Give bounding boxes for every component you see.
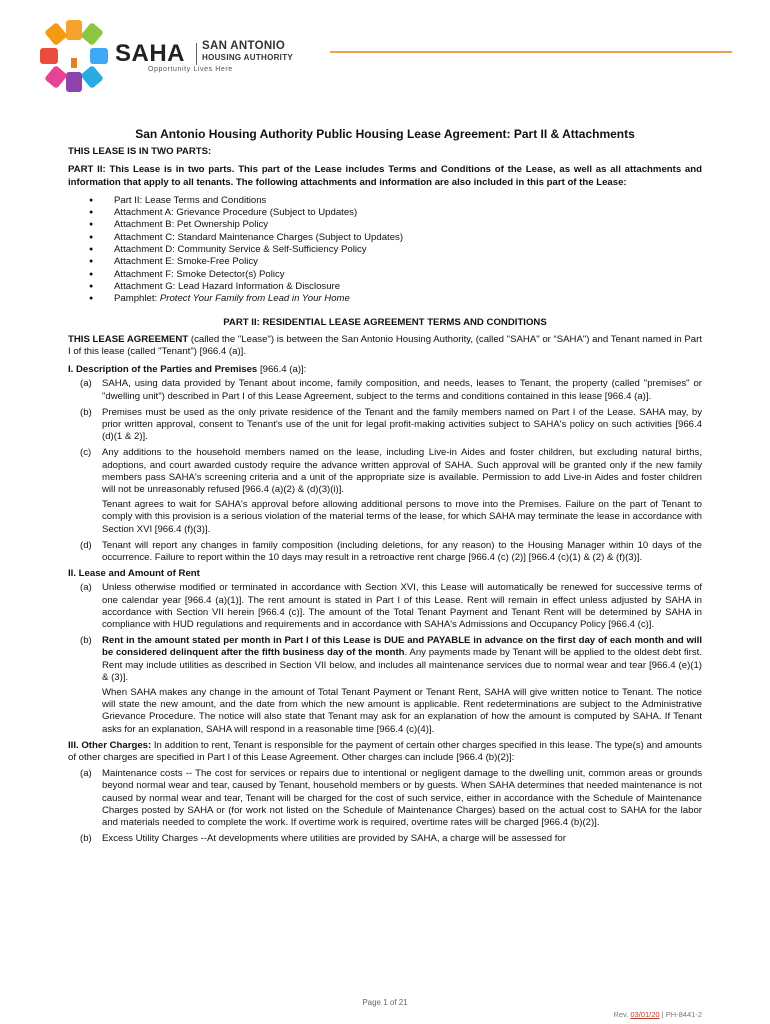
logo-divider bbox=[196, 43, 197, 65]
logo-org-line1: SAN ANTONIO bbox=[202, 40, 286, 52]
pamphlet-title: Protect Your Family from Lead in Your Home bbox=[159, 293, 350, 305]
two-parts-heading: THIS LEASE IS IN TWO PARTS: bbox=[68, 146, 212, 158]
section-2-item-b: (b) Rent in the amount stated per month in Part I of this Lease is DUE and PAYABLE in advance on the first day of each month and will be considered delinquent after the fifth business day of the month. Any payments made by Tenant will be applied to the oldest debt first. Rent may include utilities as described in Section VII below, and includes all maintenance services due to normal wear and tear [966.4 (e)(1) & (3)]. bbox=[80, 635, 702, 683]
letterhead bbox=[0, 0, 770, 110]
section-1-item-c-cont: Tenant agrees to wait for SAHA's approval before allowing additional persons to move into the Premises. Failure on the part of Tenant to comply with this provision is a serious violation of the material terms of the lease, for which SAHA may terminate the lease in accordance with Section XVI [966.4 (f)(3)]. bbox=[102, 499, 702, 535]
logo-tagline: Opportunity Lives Here bbox=[148, 66, 233, 73]
logo-org-line2: HOUSING AUTHORITY bbox=[202, 53, 294, 62]
page-number: Page 1 of 21 bbox=[362, 998, 408, 1007]
section-3-item-a: (a) Maintenance costs -- The cost for services or repairs due to intentional or negligent damage to the dwelling unit, common areas or grounds beyond normal wear and tear, caused by Tenant, household members or by guests. When SAHA determines that needed maintenance is not caused by normal wear and tear, Tenant will be charged for the cost of such service, either in accordance with the Schedule of Maintenance Charges posted by SAHA or (for work not listed on the Schedule of Maintenance Charges) based on the actual cost to SAHA for the labor and materials needed to complete the work. If overtime work is required, overtime rates will be charged [966.4 (b)(2)]. bbox=[80, 768, 702, 828]
document-body bbox=[68, 128, 702, 849]
list-item bbox=[68, 293, 702, 305]
list-item: ● Attachment C: Standard Maintenance Charges (Subject to Updates) bbox=[68, 232, 702, 244]
section-1-item-d: (d) Tenant will report any changes in family composition (including deletions, for any reason) to the Housing Manager within 10 days of the occurrence. Failure to report within the 10 days may result in a retroactive rent charge [966.4 (c) (2)] [966.4 (c)(1) & (2) & (f)(3)]. bbox=[80, 539, 702, 563]
part2-intro: PART II: This Lease is in two parts. This part of the Lease includes Terms and Conditions of the Lease, as well as all attachments and information that apply to all tenants. The following attachments and information are also included in this part of the Lease: bbox=[68, 164, 702, 188]
section-2-heading: II. Lease and Amount of Rent bbox=[68, 568, 200, 580]
list-item: ● Attachment G: Lead Hazard Information & Disclosure bbox=[68, 281, 702, 293]
lease-agreement-paragraph bbox=[68, 334, 702, 358]
document-title: San Antonio Housing Authority Public Housing Lease Agreement: Part II & Attachments bbox=[135, 127, 635, 141]
section-1-item-c: (c) Any additions to the household members named on the lease, including Live-in Aides and foster children, but excluding natural births, adoptions, and court awarded custody require the advance written approval of SAHA. Such approval will be granted only if the new family members pass SAHA's screening criteria and a unit of the appropriate size is available. Permission to add Live-in Aides and foster children will not be unreasonably refused [966.4 (a)(2) & (d)(3)(i)]. bbox=[80, 447, 702, 495]
list-item: ● Attachment A: Grievance Procedure (Subject to Updates) bbox=[68, 207, 702, 219]
section-3-paragraph: III. Other Charges: In addition to rent, Tenant is responsible for the payment of certain other charges specified in this lease. The type(s) and amounts of other charges are specified in Part I of this Lease Agreement. Other charges can include [966.4 (b)(2)]: bbox=[68, 739, 702, 763]
section-3-item-b: (b) Excess Utility Charges --At developments where utilities are provided by SAHA, a charge will be assessed for bbox=[80, 833, 566, 845]
section-2-item-a: (a) Unless otherwise modified or terminated in accordance with Section XVI, this Lease will automatically be renewed for successive terms of one calendar year [966.4 (a)(1)]. The rent amount is stated in Part I of this Lease. Rent will remain in effect unless adjusted by SAHA in accordance with Section VII herein [966.4 (c)]. The amount of the Total Tenant Payment and Tenant Rent will be determined by SAHA in compliance with HUD regulations and requirements and in accordance with SAHA's Admissions and Occupancy Policy [966.4 (c)]. bbox=[80, 582, 702, 630]
form-number: PH-8441-2 bbox=[665, 1010, 702, 1019]
section-1-item-a: (a) SAHA, using data provided by Tenant about income, family composition, and needs, leases to Tenant, the property (called "premises" or "dwelling unit") described in Part I of this Lease Agreement, subject to the terms and conditions contained in this lease [966.4 (a)]. bbox=[80, 378, 702, 402]
revision-date: 03/01/20 bbox=[630, 1010, 660, 1019]
section-1-item-b: (b) Premises must be used as the only private residence of the Tenant and the family members named on Part I of the Lease. SAHA may, by prior written approval, consent to Tenant's use of the unit for legal profit-making activities subject to SAHA's policy on such activities [966.4 (d)(1 & 2)]. bbox=[80, 406, 702, 443]
pamphlet-prefix: Pamphlet: bbox=[114, 293, 160, 305]
list-item: ● Attachment B: Pet Ownership Policy bbox=[68, 219, 702, 231]
part2-heading: PART II: RESIDENTIAL LEASE AGREEMENT TERMS AND CONDITIONS bbox=[223, 317, 547, 329]
saha-logo-icon bbox=[38, 20, 110, 92]
list-item: ● Part II: Lease Terms and Conditions bbox=[68, 195, 702, 207]
lease-agreement-bold: THIS LEASE AGREEMENT bbox=[68, 333, 189, 345]
logo-wordmark: SAHA bbox=[115, 40, 186, 67]
section-2-item-b-cont: When SAHA makes any change in the amount of Total Tenant Payment or Tenant Rent, SAHA will give written notice to Tenant. The notice will state the new amount, and the date from which the new amount is applicable. Rent redeterminations are subject to the Administrative Grievance Procedure. The notice will also state that Tenant may ask for an explanation of how the amount is computed by SAHA. If Tenant asks for an explanation, SAHA will respond in a reasonable time [966.4 (c)(4)]. bbox=[102, 686, 702, 735]
lease-agreement-text: (called the "Lease") is between the San Antonio Housing Authority, (called "SAHA" or “SAHA") and Tenant named in Part I of this lease (called "Tenant") [966.4 (a)]. bbox=[68, 333, 703, 357]
header-rule bbox=[330, 51, 732, 53]
revision-footer: Rev. 03/01/20 | PH-8441-2 bbox=[613, 1010, 702, 1019]
list-item: ● Attachment E: Smoke-Free Policy bbox=[68, 256, 702, 268]
section-1-heading: I. Description of the Parties and Premises [966.4 (a)]: bbox=[68, 364, 307, 376]
list-item: ● Attachment D: Community Service & Self-Sufficiency Policy bbox=[68, 244, 702, 256]
attachments-list bbox=[68, 195, 702, 306]
list-item: ● Attachment F: Smoke Detector(s) Policy bbox=[68, 269, 702, 281]
